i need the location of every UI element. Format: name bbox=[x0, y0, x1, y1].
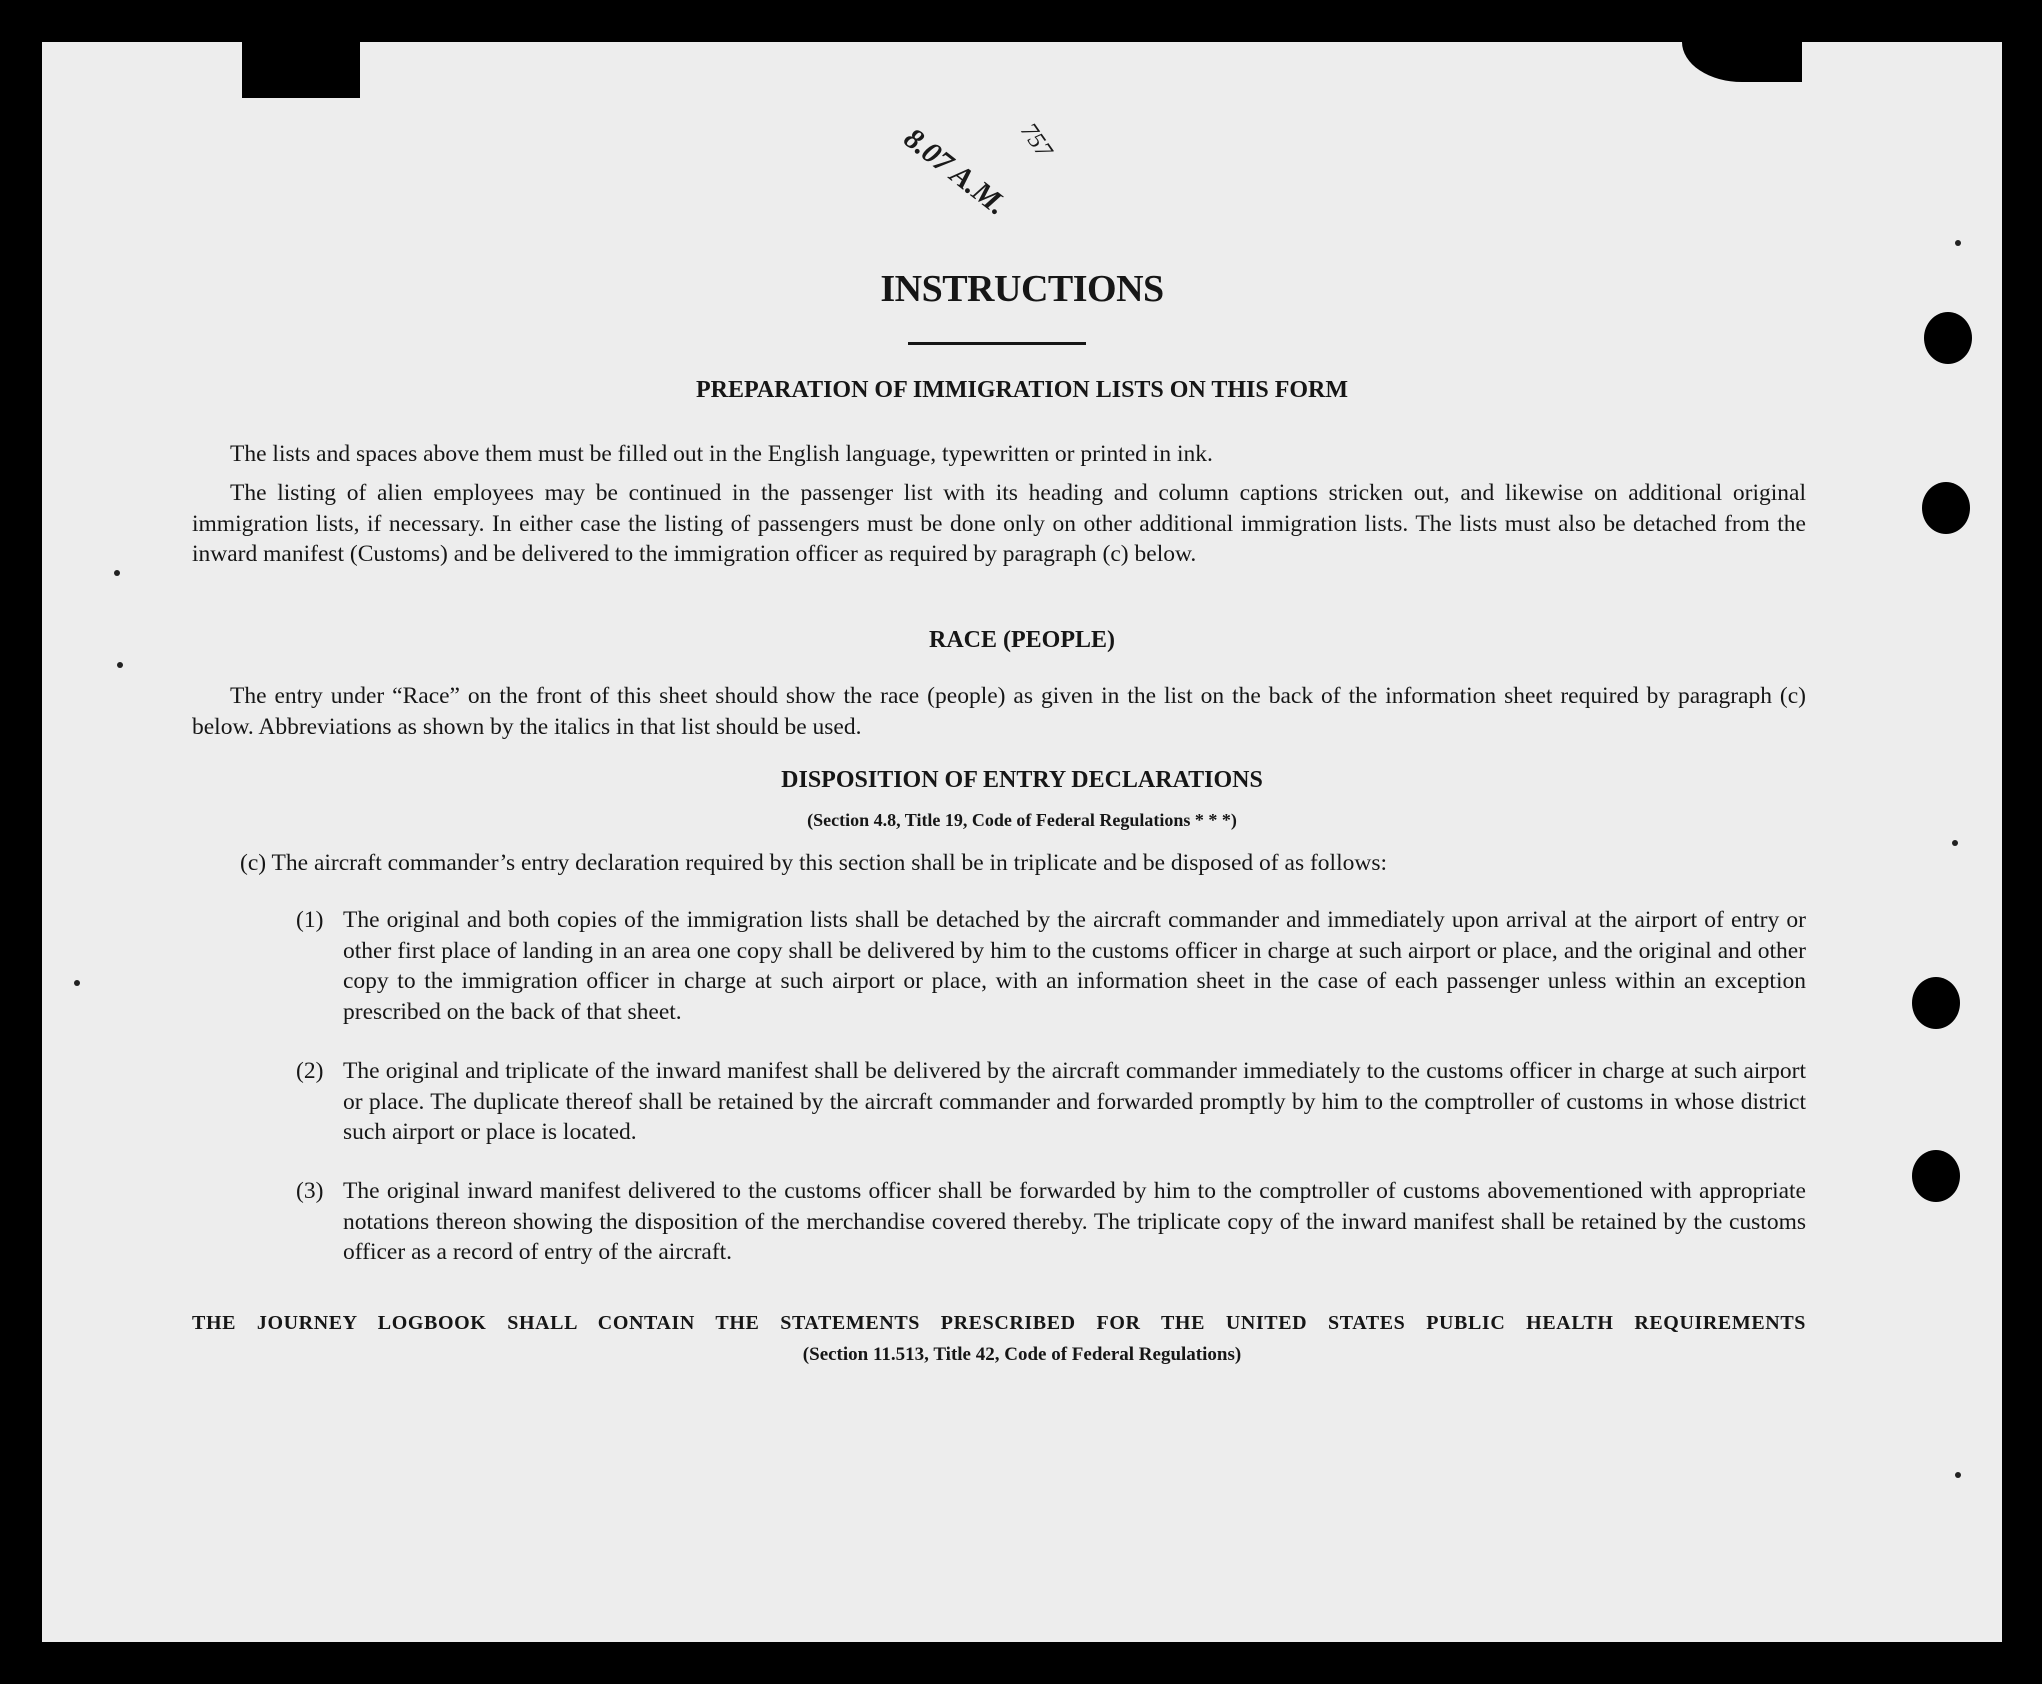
list-item-text: The original and both copies of the immigration lists shall be detached by the aircraft commander and immediately upon arrival at the airport of entry or other first place of landing in an area one copy shall be delivered by him to the customs officer in charge at such airport or place, and the original and other copy to the immigration officer in charge at such airport or place, with an information sheet in the case of each passenger unless within an exception prescribed on the back of that sheet. bbox=[343, 907, 1806, 1025]
paragraph-entry-declaration: (c) The aircraft commander’s entry declaration required by this section shall be in triplicate and be disposed of as follows: bbox=[240, 850, 1387, 876]
footer-health-requirements: THE JOURNEY LOGBOOK SHALL CONTAIN THE STATEMENTS PRESCRIBED FOR THE UNITED STATES PUBLIC HEALTH REQUIREMENTS bbox=[192, 1312, 1806, 1334]
list-item-label: (3) bbox=[296, 1178, 324, 1204]
punch-hole-2 bbox=[1922, 482, 1970, 534]
speck bbox=[1955, 240, 1961, 246]
punch-hole-3 bbox=[1912, 977, 1960, 1029]
paragraph-lists-language: The lists and spaces above them must be filled out in the English language, typewritten or printed in ink. bbox=[230, 441, 1213, 467]
list-item-label: (2) bbox=[296, 1058, 324, 1084]
paper-sheet bbox=[42, 42, 2002, 1642]
title-underline bbox=[908, 342, 1086, 345]
list-item bbox=[296, 1056, 1806, 1148]
disposition-citation: (Section 4.8, Title 19, Code of Federal Regulations * * *) bbox=[807, 810, 1237, 830]
top-right-notch bbox=[1682, 42, 1802, 82]
punch-hole-4 bbox=[1912, 1150, 1960, 1202]
speck bbox=[1952, 840, 1958, 846]
handwritten-time: 8.07 A.M. bbox=[897, 121, 1014, 222]
handwritten-mark: 757 bbox=[1015, 118, 1058, 163]
speck bbox=[117, 662, 123, 668]
section-heading-race: RACE (PEOPLE) bbox=[929, 627, 1115, 653]
section-heading-disposition: DISPOSITION OF ENTRY DECLARATIONS bbox=[781, 767, 1263, 793]
page-title: INSTRUCTIONS bbox=[880, 268, 1164, 310]
list-item bbox=[296, 905, 1806, 1027]
paragraph-alien-employees: The listing of alien employees may be continued in the passenger list with its heading and column captions stricken out, and likewise on additional original immigration lists, if necessary. In either case the listing of passengers must be done only on other additional immigration lists. The lists must also be detached from the inward manifest (Customs) and be delivered to the immigration officer as required by paragraph (c) below. bbox=[192, 480, 1806, 567]
list-item-text: The original and triplicate of the inward manifest shall be delivered by the aircraft commander immediately to the customs officer in charge at such airport or place. The duplicate thereof shall be retained by the aircraft commander and forwarded promptly by him to the comptroller of customs in whose district such airport or place is located. bbox=[343, 1058, 1806, 1145]
list-item-text: The original inward manifest delivered to the customs officer shall be forwarded by him to the comptroller of customs abovementioned with appropriate notations thereon showing the disposition of the merchandise covered thereby. The triplicate copy of the inward manifest shall be retained by the customs officer as a record of entry of the aircraft. bbox=[343, 1178, 1806, 1265]
speck bbox=[114, 570, 120, 576]
punch-hole-1 bbox=[1924, 312, 1972, 364]
paragraph-race-entry: The entry under “Race” on the front of this sheet should show the race (people) as given in the list on the back of the information sheet required by paragraph (c) below. Abbreviations as shown by the italics in that list should be used. bbox=[192, 683, 1806, 740]
speck bbox=[1955, 1472, 1961, 1478]
top-left-notch bbox=[242, 42, 360, 98]
handwritten-time-annotation bbox=[872, 112, 1112, 222]
footer-citation: (Section 11.513, Title 42, Code of Federal Regulations) bbox=[802, 1344, 1242, 1365]
section-heading-preparation: PREPARATION OF IMMIGRATION LISTS ON THIS FORM bbox=[695, 377, 1349, 403]
list-item bbox=[296, 1176, 1806, 1268]
list-item-label: (1) bbox=[296, 907, 324, 933]
speck bbox=[74, 980, 80, 986]
